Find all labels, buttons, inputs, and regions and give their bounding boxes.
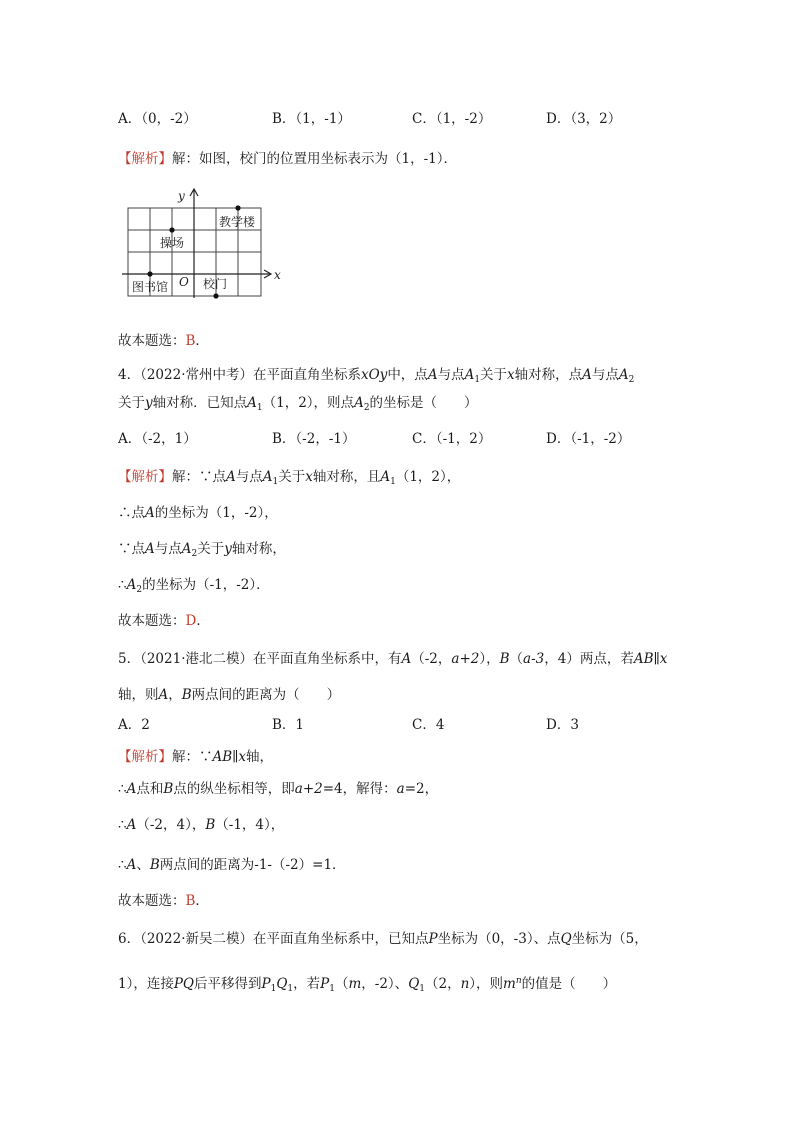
- sol-text: 、: [136, 857, 150, 873]
- question-number: 5．: [118, 651, 141, 667]
- q3-solution: [118, 149, 457, 169]
- var: a+2: [294, 781, 323, 797]
- var: A: [262, 469, 273, 485]
- stem-text: 坐标为（0，-3）、点: [437, 931, 561, 947]
- answer-prefix: 故本题选：: [118, 333, 186, 349]
- var: x: [305, 469, 313, 485]
- answer-suffix: ．: [196, 613, 210, 629]
- q3-option-a: A．（0，-2）: [118, 111, 197, 127]
- subscript: 1: [329, 984, 335, 994]
- q5-option-c: C．4: [412, 717, 445, 733]
- var: a: [396, 781, 405, 797]
- stem-text: ，: [168, 687, 182, 703]
- q5-answer: [118, 891, 209, 911]
- stem-text: （-2，: [411, 651, 452, 667]
- stem-text: ，4）两点，若: [544, 651, 634, 667]
- sol-text: ∴: [118, 857, 127, 873]
- q4-solution-line4: [118, 575, 270, 600]
- solution-tag: 【解析】: [118, 749, 172, 765]
- var: B: [205, 817, 216, 833]
- subscript: 1: [390, 477, 396, 487]
- subscript: 1: [256, 403, 263, 413]
- answer-prefix: 故本题选：: [118, 893, 186, 909]
- answer-prefix: 故本题选：: [118, 613, 186, 629]
- var: m: [348, 976, 362, 992]
- sol-text: ∴: [118, 577, 127, 593]
- var: P: [320, 976, 330, 992]
- stem-text: 轴对称．已知点: [152, 395, 248, 411]
- q6-stem-line2: [118, 971, 616, 999]
- stem-text: 轴，则: [118, 687, 159, 703]
- var: a+2: [451, 651, 480, 667]
- var: a-3: [523, 651, 545, 667]
- var: y: [145, 395, 153, 411]
- q5-option-a: A．2: [118, 717, 150, 733]
- var: A: [126, 857, 137, 873]
- q4-answer: [118, 611, 210, 631]
- sol-text: 与点: [235, 469, 263, 485]
- stem-text: （: [509, 651, 524, 667]
- stem-text: ），则: [469, 976, 504, 992]
- stem-text: 坐标为（5，: [571, 931, 648, 947]
- var: A: [427, 367, 438, 383]
- question-source: （2022·常州中考）: [140, 367, 253, 383]
- q4-solution-line2: [118, 503, 278, 523]
- solution-tag: 【解析】: [118, 469, 172, 485]
- stem-text: 轴对称，点: [514, 367, 583, 383]
- q4-solution-line1: [118, 467, 460, 492]
- label-jiaoxuelou: 教学楼: [219, 215, 256, 229]
- label-xiaomen: 校门: [203, 277, 228, 291]
- stem-text: （1，2），则点: [262, 395, 355, 411]
- var: m: [503, 976, 516, 992]
- question-number: 6．: [118, 931, 141, 947]
- q3-answer: [118, 331, 209, 351]
- sol-text: 点的纵坐标相等，即: [173, 781, 295, 797]
- sol-text: 轴对称，且: [312, 469, 381, 485]
- var: Q: [276, 976, 288, 992]
- sol-text: ∴: [118, 781, 127, 797]
- x-axis-label: x: [274, 268, 281, 282]
- sol-text: （-2，4），: [136, 817, 206, 833]
- q5-stem-line2: [118, 685, 340, 705]
- q3-option-b: B．（1，-1）: [272, 111, 351, 127]
- stem-text: （: [334, 976, 349, 992]
- stem-text: 在平面直角坐标系中，已知点: [253, 931, 429, 947]
- q5-option-b: B．1: [272, 717, 305, 733]
- stem-text: 与点: [437, 367, 465, 383]
- q4-option-c: C．（-1，2）: [412, 431, 492, 447]
- subscript: 2: [191, 549, 198, 559]
- var: A: [126, 577, 137, 593]
- point-tushuguan: [147, 271, 152, 276]
- sol-text: 点和: [136, 781, 164, 797]
- var: n: [460, 976, 470, 992]
- sol-text: 关于: [197, 541, 225, 557]
- q5-option-d: D．3: [546, 717, 579, 733]
- var: B: [149, 857, 160, 873]
- q4-option-d: D．（-1，-2）: [546, 431, 631, 447]
- label-caochang: 操场: [160, 236, 185, 250]
- stem-text: ，-2）、: [361, 976, 409, 992]
- question-number: 4．: [118, 367, 141, 383]
- var: A: [618, 367, 629, 383]
- stem-text: 两点间的距离为（ ）: [191, 687, 341, 703]
- stem-text: ），: [479, 651, 500, 667]
- sol-text: 两点间的距离为-1-（-2）=1．: [159, 857, 346, 873]
- var: A: [145, 541, 155, 557]
- stem-text: 的坐标是（ ）: [369, 395, 478, 411]
- var: A: [181, 541, 192, 557]
- sol-text: 的坐标为（-1，-2）．: [142, 577, 270, 593]
- sol-text: 关于: [278, 469, 306, 485]
- q4-stem-line1: [118, 365, 634, 390]
- subscript: 2: [363, 403, 370, 413]
- var: A: [354, 395, 364, 411]
- var: B: [499, 651, 510, 667]
- var: A: [464, 367, 475, 383]
- var: A: [582, 367, 592, 383]
- solution-tag: 【解析】: [118, 151, 172, 167]
- var: A: [145, 505, 155, 521]
- stem-text: 关于: [118, 395, 145, 411]
- var: P: [428, 931, 438, 947]
- point-caochang: [169, 227, 174, 232]
- sol-text: ∵点: [118, 541, 145, 557]
- stem-text: 的值是（ ）: [521, 976, 617, 992]
- sol-text: 轴对称，: [231, 541, 286, 557]
- q4-solution-line3: [118, 539, 286, 564]
- var: A: [226, 469, 236, 485]
- subscript: 2: [136, 585, 143, 595]
- sol-text: 与点: [154, 541, 182, 557]
- var: B: [163, 781, 174, 797]
- label-tushuguan: 图书馆: [132, 280, 169, 294]
- q4-option-a: A．（-2，1）: [118, 431, 197, 447]
- q3-option-c: C．（1，-2）: [412, 111, 492, 127]
- q4-stem-line2: [118, 393, 478, 418]
- stem-text: ，若: [293, 976, 321, 992]
- question-source: （2022·新吴二模）: [140, 931, 253, 947]
- stem-text: 在平面直角坐标系中，有: [253, 651, 402, 667]
- q5-solution-line3: [118, 815, 284, 835]
- sol-text: 解：∵: [172, 749, 213, 765]
- y-axis-label: y: [178, 189, 185, 203]
- var: A: [158, 687, 169, 703]
- subscript: 1: [272, 477, 279, 487]
- var: Q: [408, 976, 420, 992]
- sol-text: （-1，4），: [215, 817, 285, 833]
- stem-text: 中，点: [387, 367, 428, 383]
- q5-solution-line1: [118, 747, 273, 767]
- answer-value: D: [185, 613, 197, 629]
- q5-solution-line2: [118, 779, 438, 799]
- sol-text: =4，解得：: [322, 781, 397, 797]
- stem-text: （2，: [425, 976, 461, 992]
- stem-text: 后平移得到: [194, 976, 262, 992]
- stem-text: 1），连接: [118, 976, 174, 992]
- q5-stem-line1: [118, 649, 667, 669]
- question-source: （2021·港北二模）: [140, 651, 253, 667]
- stem-text: 关于: [480, 367, 508, 383]
- var: x: [507, 367, 515, 383]
- var: AB∥x: [633, 651, 668, 667]
- var: AB∥x: [212, 749, 247, 765]
- point-xiaomen: [213, 293, 218, 298]
- answer-value: B: [185, 893, 196, 909]
- q5-solution-line4: [118, 855, 346, 875]
- var: PQ: [173, 976, 194, 992]
- sol-text: ∴: [118, 817, 127, 833]
- stem-text: 与点: [591, 367, 619, 383]
- var: xOy: [361, 367, 388, 383]
- q6-stem-line1: [118, 929, 648, 949]
- answer-suffix: ．: [195, 333, 209, 349]
- var: P: [261, 976, 271, 992]
- var: y: [224, 541, 232, 557]
- var: Q: [560, 931, 572, 947]
- subscript: 1: [287, 984, 294, 994]
- stem-text: 在平面直角坐标系: [253, 367, 361, 383]
- sol-text: （1，2），: [395, 469, 461, 485]
- q3-option-d: D．（3，2）: [546, 111, 622, 127]
- var: A: [126, 781, 137, 797]
- var: A: [380, 469, 391, 485]
- q3-solution-text: 解：如图，校门的位置用坐标表示为（1，-1）．: [172, 151, 457, 167]
- subscript: 1: [474, 375, 481, 385]
- sol-text: 的坐标为（1，-2），: [154, 505, 278, 521]
- answer-suffix: ．: [195, 893, 209, 909]
- point-jiaoxuelou: [235, 205, 240, 210]
- exponent: n: [515, 976, 522, 986]
- sol-text: 轴，: [246, 749, 274, 765]
- var: B: [181, 687, 192, 703]
- sol-text: 解：∵点: [172, 469, 226, 485]
- q4-option-b: B．（-2，-1）: [272, 431, 356, 447]
- var: A: [247, 395, 257, 411]
- var: A: [401, 651, 412, 667]
- subscript: 2: [628, 375, 635, 385]
- var: A: [126, 817, 137, 833]
- origin-label: O: [179, 275, 189, 289]
- subscript: 1: [270, 984, 277, 994]
- sol-text: =2，: [404, 781, 439, 797]
- subscript: 1: [419, 984, 425, 994]
- sol-text: ∴点: [118, 505, 145, 521]
- answer-value: B: [185, 333, 196, 349]
- coordinate-grid-figure: [122, 188, 292, 304]
